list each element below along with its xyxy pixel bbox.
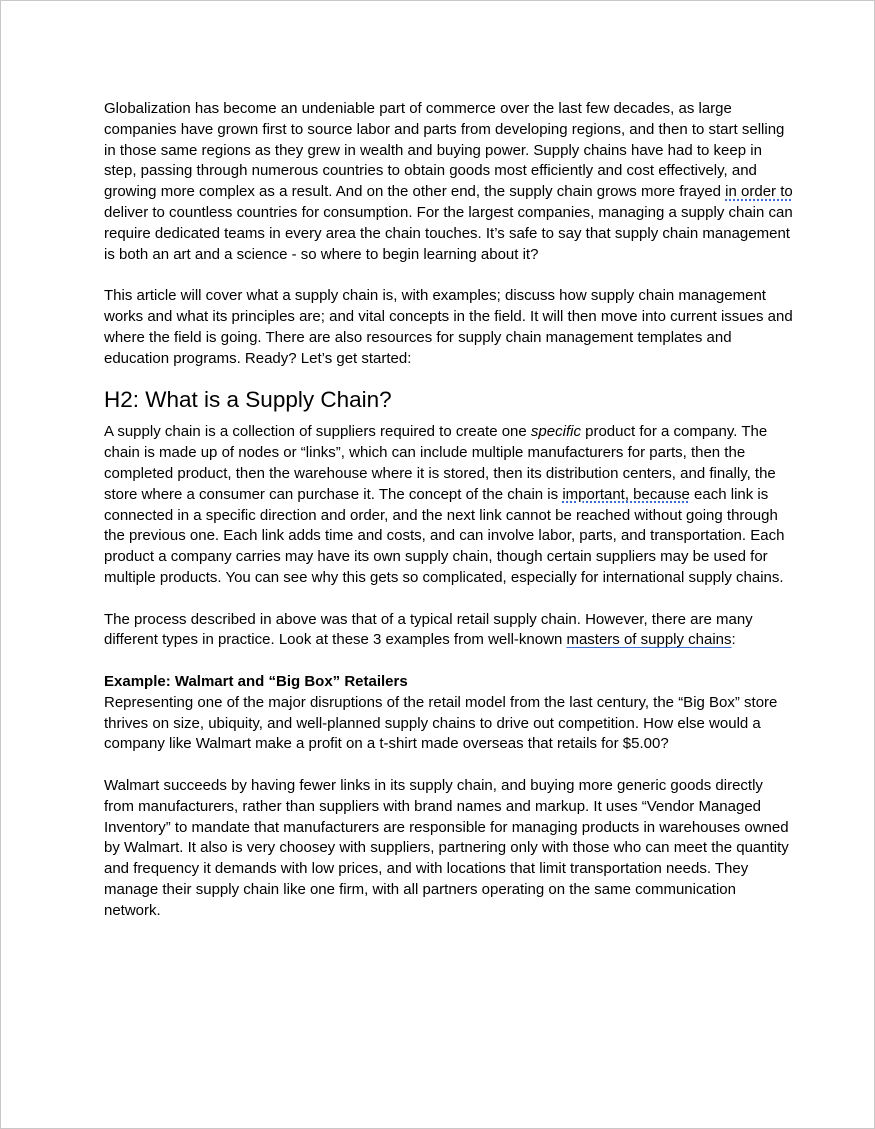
section-paragraph-2-text-a: The process described in above was that of a typical retail supply chain. However, there are many different types in practice. Look at these 3 examples from well-known: [104, 610, 753, 649]
intro-paragraph-1-text-b: deliver to countless countries for consumption. For the largest companies, managing a supply chain can require dedicated teams in every area the chain touches. It’s safe to say that supply chain management is both an art and a science - so where to begin learning about it?: [104, 203, 793, 263]
intro-paragraph-1: [104, 99, 794, 265]
masters-of-supply-chains-link[interactable]: masters of supply chains: [566, 631, 732, 649]
section-paragraph-1-text-a: A supply chain is a collection of suppliers required to create one: [104, 423, 531, 441]
section-paragraph-1-text-b: product for a company. The chain is made up of nodes or “links”, which can include multiple manufacturers for parts, then the completed product, then the warehouse where it is stored, then its distribution centers, and finally, the store where a consumer can purchase it. The concept of the chain is: [104, 423, 776, 503]
document-body[interactable]: [104, 99, 794, 921]
grammar-suggestion-in-order-to[interactable]: in order to: [725, 183, 793, 201]
example-paragraph-2: Walmart succeeds by having fewer links in its supply chain, and buying more generic goods directly from manufacturers, rather than suppliers with brand names and markup. It uses “Vendor Managed Inventory” to mandate that manufacturers are responsible for managing products in warehouses owned by Walmart. It also is very choosey with suppliers, partnering only with those who can meet the quantity and frequency it demands with low prices, and with locations that limit transportation needs. They manage their supply chain like one firm, with all partners operating on the same communication network.: [104, 776, 789, 919]
paragraph-spacer: [104, 755, 794, 776]
intro-paragraph-2: This article will cover what a supply chain is, with examples; discuss how supply chain management works and what its principles are; and vital concepts in the field. It will then move into current issues and where the field is going. There are also resources for supply chain management templates and education programs. Ready? Let’s get started:: [104, 287, 793, 367]
section-paragraph-2: [104, 610, 794, 652]
section-heading: H2: What is a Supply Chain?: [104, 387, 392, 413]
paragraph-spacer: [104, 651, 794, 672]
paragraph-spacer: [104, 265, 794, 286]
section-paragraph-1: [104, 422, 794, 588]
grammar-suggestion-important-because[interactable]: important, because: [562, 485, 690, 503]
section-paragraph-1-text-c: each link is connected in a specific direction and order, and the next link cannot be reached without going through the previous one. Each link adds time and costs, and can involve labor, parts, and transportation. Each product a company carries may have its own supply chain, though certain suppliers may be used for multiple products. You can see why this gets so complicated, especially for international supply chains.: [104, 485, 785, 586]
intro-paragraph-1-text-a: Globalization has become an undeniable part of commerce over the last few decades, as large companies have grown first to source labor and parts from developing regions, and then to start selling in those same regions as they grew in wealth and buying power. Supply chains have had to keep in step, passing through numerous countries to obtain goods most efficiently and cost effectively, and growing more complex as a result. And on the other end, the supply chain grows more frayed: [104, 100, 785, 201]
paragraph-spacer: [104, 589, 794, 610]
section-paragraph-2-text-b: :: [731, 631, 736, 649]
example-paragraph-1: Representing one of the major disruptions of the retail model from the last century, the “Big Box” store thrives on size, ubiquity, and well-planned supply chains to drive out competition. How else would a company like Walmart make a profit on a t-shirt made overseas that retails for $5.00?: [104, 693, 778, 753]
example-title: Example: Walmart and “Big Box” Retailers: [104, 672, 408, 690]
emphasis-specific: specific: [530, 423, 581, 441]
